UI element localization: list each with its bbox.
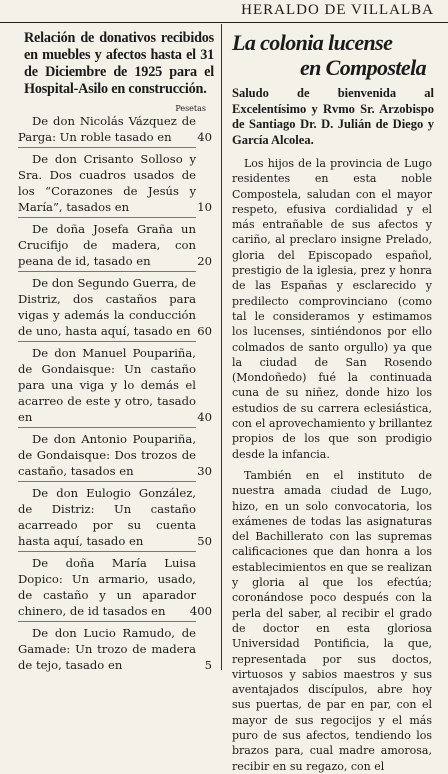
donation-entry — [18, 485, 212, 549]
donation-entry — [18, 151, 212, 215]
masthead-title: HERALDO DE VILLALBA — [241, 2, 434, 18]
donation-entry — [18, 275, 212, 339]
right-column — [228, 26, 434, 773]
article-paragraph: También en el instituto de nuestra amada ciudad de Lugo, hizo, en un solo convocatoria, los exámenes de todas las asignaturas del Bachillerato con las supremas calificaciones que dan honra a los establecimientos en que se realizan y gloria al que los efectúa; coronándose poco después con la perla del saber, al recibir el grado de doctor en esta gloriosa Universidad Pontificia, la que, representada por sus doctos, virtuosos y sabios maestros y sus aventajados discípulos, abre hoy sus puertas, de par en par, con el mayor de sus regocijos y el más puro de sus afectos, tendiendo los brazos para, cual madre amorosa, recibir en su regazo, con el — [232, 468, 432, 773]
donations-heading: Relación de donativos recibidos en muebles y afectos hasta el 31 de Diciembre de 1925 para el Hospital-Asilo en construcción. — [24, 30, 214, 97]
donation-text: De don Nicolás Vázquez de Parga: Un roble tasado en — [18, 114, 196, 144]
donation-amount: 400 — [189, 604, 212, 618]
donation-amount: 40 — [197, 130, 212, 144]
donation-text: De don Antonio Poupariña, de Gondaisque: Dos trozos de castaño, tasados en — [18, 432, 196, 478]
article-title — [232, 30, 434, 80]
donation-text: De don Lucio Ramudo, de Gamade: Un trozo de madera de tejo, tasado en — [18, 626, 196, 672]
article-subtitle: Saludo de bienvenida al Excelentísimo y Rvmo Sr. Arzobispo de Santiago Dr. D. Julián de Diego y García Alcolea. — [232, 86, 434, 147]
donation-entry — [18, 555, 212, 619]
donation-text: De don Crisanto Solloso y Sra. Dos cuadros usados de los “Corazones de Jesús y María”, tasados en — [18, 152, 196, 214]
entry-divider — [18, 427, 196, 428]
donation-amount: 20 — [197, 254, 212, 268]
donation-text: De don Segundo Guerra, de Distriz, dos castaños para vigas y además la conducción de uno, hasta aquí, tasado en — [18, 276, 196, 338]
pesetas-label: Pesetas — [175, 104, 206, 113]
donation-amount: 10 — [197, 200, 212, 214]
entry-divider — [18, 551, 196, 552]
column-divider — [221, 24, 222, 670]
entry-divider — [18, 621, 196, 622]
donation-entry — [18, 221, 212, 269]
entry-divider — [18, 481, 196, 482]
article-paragraph: Los hijos de la provincia de Lugo residentes en esta noble Compostela, saludan con el mayor respeto, efusiva cordialidad y el más entrañable de sus afectos y cariño, al preclaro insigne Prelado, gloria del Episcopado español, prestigio de la iglesia, prez y honra de las Españas y esclarecido y predilecto comprovinciano (como tal le consideramos y estimamos los lucenses, sintiéndonos por ello colmados de santo orgullo) ya que la ciudad de San Rosendo (Mondoñedo) fué la continuada cuna de su niñez, donde hizo los estudios de su carrera eclesiástica, con el aprovechamiento y brillantez propios de los que son prodigio desde la infancia. — [232, 157, 432, 461]
donation-text: De doña María Luisa Dopico: Un armario, usado, de castaño y un aparador chinero, de id tasados en — [18, 556, 196, 618]
entry-divider — [18, 217, 196, 218]
donation-amount: 30 — [197, 464, 212, 478]
entry-divider — [18, 341, 196, 342]
left-column — [18, 26, 214, 672]
donation-entry — [18, 431, 212, 479]
donation-text: De don Manuel Poupariña, de Gondaisque: Un castaño para una viga y lo demás el acarreo de este y otro, tasado en — [18, 346, 196, 424]
entry-divider — [18, 147, 196, 148]
article-body — [232, 156, 432, 774]
donation-text: De doña Josefa Graña un Crucifijo de madera, con peana de id, tasado en — [18, 222, 196, 268]
donation-amount: 5 — [204, 658, 212, 672]
donation-amount: 40 — [197, 410, 212, 424]
article-title-line1: La colonia lucense — [232, 30, 393, 55]
masthead — [0, 0, 448, 23]
donation-entry — [18, 113, 212, 145]
donation-entry — [18, 625, 212, 673]
donation-entry — [18, 345, 212, 425]
donation-amount: 50 — [197, 534, 212, 548]
donation-amount: 60 — [197, 324, 212, 338]
donation-text: De don Eulogio González, de Distriz: Un castaño acarreado por su cuenta hasta aquí, tasado en — [18, 486, 196, 548]
entry-divider — [18, 271, 196, 272]
article-title-line2: en Compostela — [299, 55, 426, 80]
